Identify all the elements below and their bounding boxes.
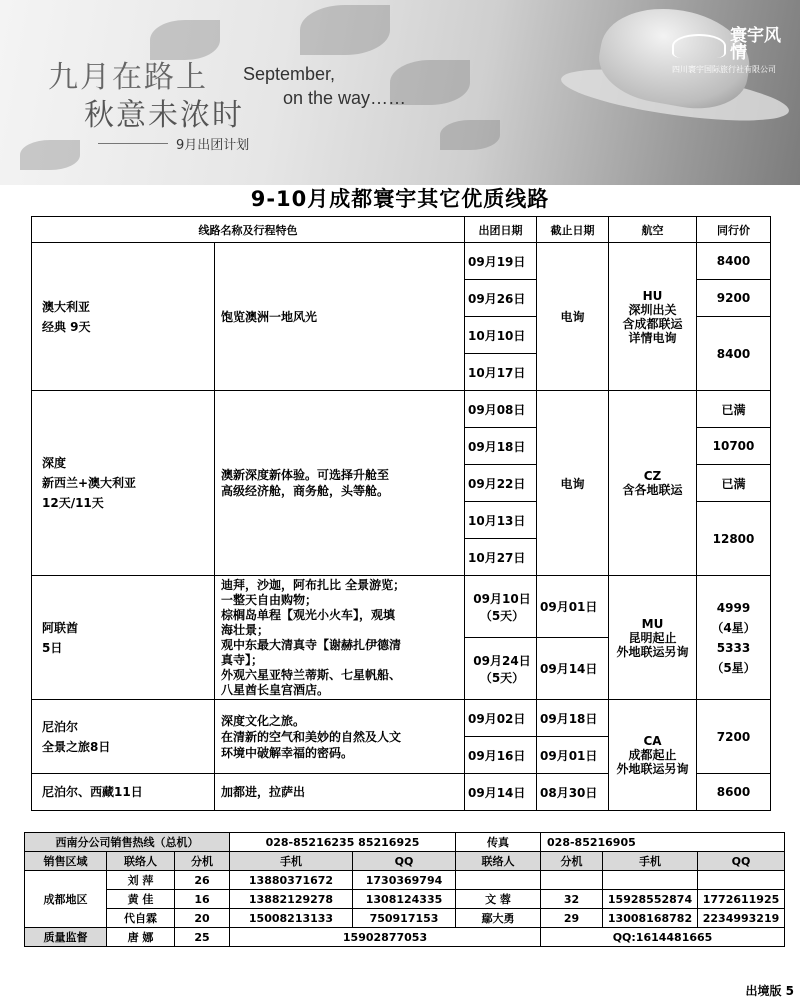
qc-label: 质量监督: [25, 928, 107, 947]
logo-text: 寰宇风情: [730, 26, 781, 63]
feature-line: 外观六星亚特兰蒂斯、七星帆船、: [221, 667, 402, 682]
deadline: 09月01日: [537, 737, 609, 774]
leaf-decoration: [300, 5, 390, 55]
airline-line: 含成都联运: [622, 316, 683, 331]
leaf-decoration: [440, 120, 500, 150]
feature-line: 真寺】；: [221, 652, 264, 667]
col-header-depart: 出团日期: [465, 217, 537, 243]
price: 已满: [697, 465, 771, 502]
contact-header-row: [25, 852, 785, 871]
contact-mobile: 13008168782: [603, 909, 698, 928]
price-line: 5333: [716, 640, 751, 655]
banner-en-line1: September,: [243, 64, 336, 84]
contact-name: [456, 871, 541, 890]
price: 10700: [697, 428, 771, 465]
deadline: 09月01日: [537, 576, 609, 638]
col-header: 分机: [175, 852, 230, 871]
price: 已满: [697, 391, 771, 428]
deadline: 09月14日: [537, 638, 609, 700]
date-text: 09月10日: [473, 591, 531, 606]
airline-line: HU: [642, 288, 663, 303]
price: 12800: [697, 502, 771, 576]
airline-line: 成都起止: [628, 748, 677, 762]
feature-line: 深度文化之旅。: [221, 713, 306, 728]
table-row: [32, 576, 771, 638]
col-header: 分机: [541, 852, 603, 871]
route-name-line: 12天/11天: [42, 496, 104, 510]
airline-line: 深圳出关: [628, 302, 677, 317]
route-name-line: 5日: [42, 640, 63, 655]
depart-date: 09月02日: [465, 700, 537, 737]
col-header-route: 线路名称及行程特色: [32, 217, 465, 243]
price: 7200: [697, 700, 771, 774]
feature-line: 观中东最大清真寺【谢赫扎伊德清: [221, 637, 402, 652]
depart-date: 10月27日: [465, 539, 537, 576]
hotline-numbers: 028-85216235 85216925: [230, 833, 456, 852]
contact-name: 代自霖: [107, 909, 175, 928]
route-name-line: 全景之旅8日: [42, 739, 111, 754]
feature-line: 澳新深度新体验。可选择升舱至: [221, 468, 390, 482]
fax-label: 传真: [456, 833, 541, 852]
contact-mobile: 15928552874: [603, 890, 698, 909]
logo-subtext: 四川寰宇国际旅行社有限公司: [672, 65, 776, 74]
hotline-row: [25, 833, 785, 852]
airline-line: MU: [641, 616, 664, 631]
company-logo: [672, 28, 782, 78]
contact-mobile: 13880371672: [230, 871, 353, 890]
depart-date: 09月16日: [465, 737, 537, 774]
depart-date: [465, 638, 537, 700]
route-features: [215, 576, 465, 700]
logo-mark-icon: [672, 34, 726, 58]
table-header-row: [32, 217, 771, 243]
feature-line: 一整天自由购物；: [221, 592, 318, 607]
col-header-airline: 航空: [609, 217, 697, 243]
feature-line: 环境中破解幸福的密码。: [221, 745, 354, 760]
contact-qq: 750917153: [353, 909, 456, 928]
route-name: [32, 700, 215, 774]
depart-date: 10月17日: [465, 354, 537, 391]
price: 9200: [697, 280, 771, 317]
table-row: [32, 700, 771, 737]
route-name: [32, 391, 215, 576]
qc-qq: QQ:1614481665: [541, 928, 785, 947]
depart-date: [465, 576, 537, 638]
col-header: QQ: [353, 852, 456, 871]
airline-info: [609, 700, 697, 811]
airline-line: CZ: [643, 469, 662, 483]
col-header-deadline: 截止日期: [537, 217, 609, 243]
quality-row: [25, 928, 785, 947]
contact-ext: [541, 871, 603, 890]
col-header: 联络人: [107, 852, 175, 871]
routes-table: [31, 216, 771, 811]
table-row: [25, 871, 785, 890]
col-header: 销售区域: [25, 852, 107, 871]
airline-line: 详情电询: [628, 330, 677, 345]
depart-date: 09月22日: [465, 465, 537, 502]
airline-line: 含各地联运: [622, 483, 683, 497]
airline-line: CA: [643, 734, 662, 748]
contact-qq: [698, 871, 785, 890]
date-note: （5天）: [479, 670, 525, 685]
price-line: 4999: [716, 600, 751, 615]
price: 8400: [697, 243, 771, 280]
banner-cn-line1: 九月在路上: [48, 60, 208, 95]
route-name-line: 经典 9天: [42, 319, 91, 334]
feature-line: 迪拜，沙迦，阿布扎比 全景游览；: [221, 577, 406, 592]
feature-line: 八星酋长皇宫酒店。: [221, 682, 330, 697]
route-name-line: 澳大利亚: [42, 299, 91, 314]
contact-table: [24, 832, 785, 947]
route-name-line: 新西兰+澳大利亚: [42, 476, 137, 490]
col-header: QQ: [698, 852, 785, 871]
airline-info: [609, 576, 697, 700]
page-title: 9-10月成都寰宇其它优质线路: [250, 187, 550, 211]
route-features: [215, 700, 465, 774]
contact-name: 黄 佳: [107, 890, 175, 909]
banner-en-line2: on the way……: [283, 88, 407, 108]
contact-qq: 1730369794: [353, 871, 456, 890]
contact-mobile: [603, 871, 698, 890]
airline-info: [609, 243, 697, 391]
contact-name: 文 蓉: [456, 890, 541, 909]
feature-line: 棕榈岛单程【观光小火车】，观填: [221, 607, 396, 622]
price: [697, 576, 771, 700]
route-features: 饱览澳洲一地风光: [215, 243, 465, 391]
contact-ext: 20: [175, 909, 230, 928]
route-name-line: 阿联酋: [42, 620, 79, 635]
header-banner: [0, 0, 800, 185]
col-header-price: 同行价: [697, 217, 771, 243]
contact-name: 刘 萍: [107, 871, 175, 890]
contact-mobile: 13882129278: [230, 890, 353, 909]
route-name: 尼泊尔、西藏11日: [32, 774, 215, 811]
deadline: 09月18日: [537, 700, 609, 737]
price-line: （4星）: [711, 620, 756, 635]
depart-date: 10月10日: [465, 317, 537, 354]
price-line: （5星）: [711, 660, 756, 675]
qc-mobile: 15902877053: [230, 928, 541, 947]
airline-info: [609, 391, 697, 576]
depart-date: 09月14日: [465, 774, 537, 811]
region: 成都地区: [25, 871, 107, 928]
depart-date: 09月18日: [465, 428, 537, 465]
airline-line: 外地联运另询: [616, 762, 689, 776]
price: 8600: [697, 774, 771, 811]
contact-qq: 2234993219: [698, 909, 785, 928]
contact-ext: 32: [541, 890, 603, 909]
page-footer: 出境版 5: [745, 984, 794, 998]
route-name: [32, 243, 215, 391]
contact-ext: 16: [175, 890, 230, 909]
banner-cn-line2: 秋意未浓时: [84, 98, 244, 133]
contact-name: 鄢大勇: [456, 909, 541, 928]
feature-line: 高级经济舱，商务舱，头等舱。: [221, 484, 390, 498]
table-row: [25, 890, 785, 909]
deadline: 电询: [537, 391, 609, 576]
airline-line: 昆明起止: [628, 630, 677, 645]
depart-date: 10月13日: [465, 502, 537, 539]
route-name-line: 尼泊尔: [42, 719, 79, 734]
hotline-label: 西南分公司销售热线（总机）: [25, 833, 230, 852]
banner-subtitle: 9月出团计划: [176, 138, 250, 153]
deadline: 电询: [537, 243, 609, 391]
depart-date: 09月26日: [465, 280, 537, 317]
date-text: 09月24日: [473, 653, 531, 668]
col-header: 联络人: [456, 852, 541, 871]
fax-number: 028-85216905: [541, 833, 785, 852]
contact-mobile: 15008213133: [230, 909, 353, 928]
table-row: [32, 243, 771, 280]
table-row: [32, 391, 771, 428]
col-header: 手机: [603, 852, 698, 871]
depart-date: 09月08日: [465, 391, 537, 428]
route-features: [215, 391, 465, 576]
qc-ext: 25: [175, 928, 230, 947]
qc-name: 唐 娜: [107, 928, 175, 947]
contact-qq: 1772611925: [698, 890, 785, 909]
contact-ext: 26: [175, 871, 230, 890]
airline-line: 外地联运另询: [616, 644, 689, 659]
route-name-line: 深度: [42, 456, 67, 470]
price: 8400: [697, 317, 771, 391]
feature-line: 海壮景；: [221, 622, 270, 637]
date-note: （5天）: [479, 608, 525, 623]
route-name: [32, 576, 215, 700]
contact-ext: 29: [541, 909, 603, 928]
contact-qq: 1308124335: [353, 890, 456, 909]
divider: [98, 143, 168, 144]
col-header: 手机: [230, 852, 353, 871]
depart-date: 09月19日: [465, 243, 537, 280]
table-row: [25, 909, 785, 928]
feature-line: 在清新的空气和美妙的自然及人文: [221, 729, 402, 744]
deadline: 08月30日: [537, 774, 609, 811]
route-features: 加都进，拉萨出: [215, 774, 465, 811]
leaf-decoration: [20, 140, 80, 170]
